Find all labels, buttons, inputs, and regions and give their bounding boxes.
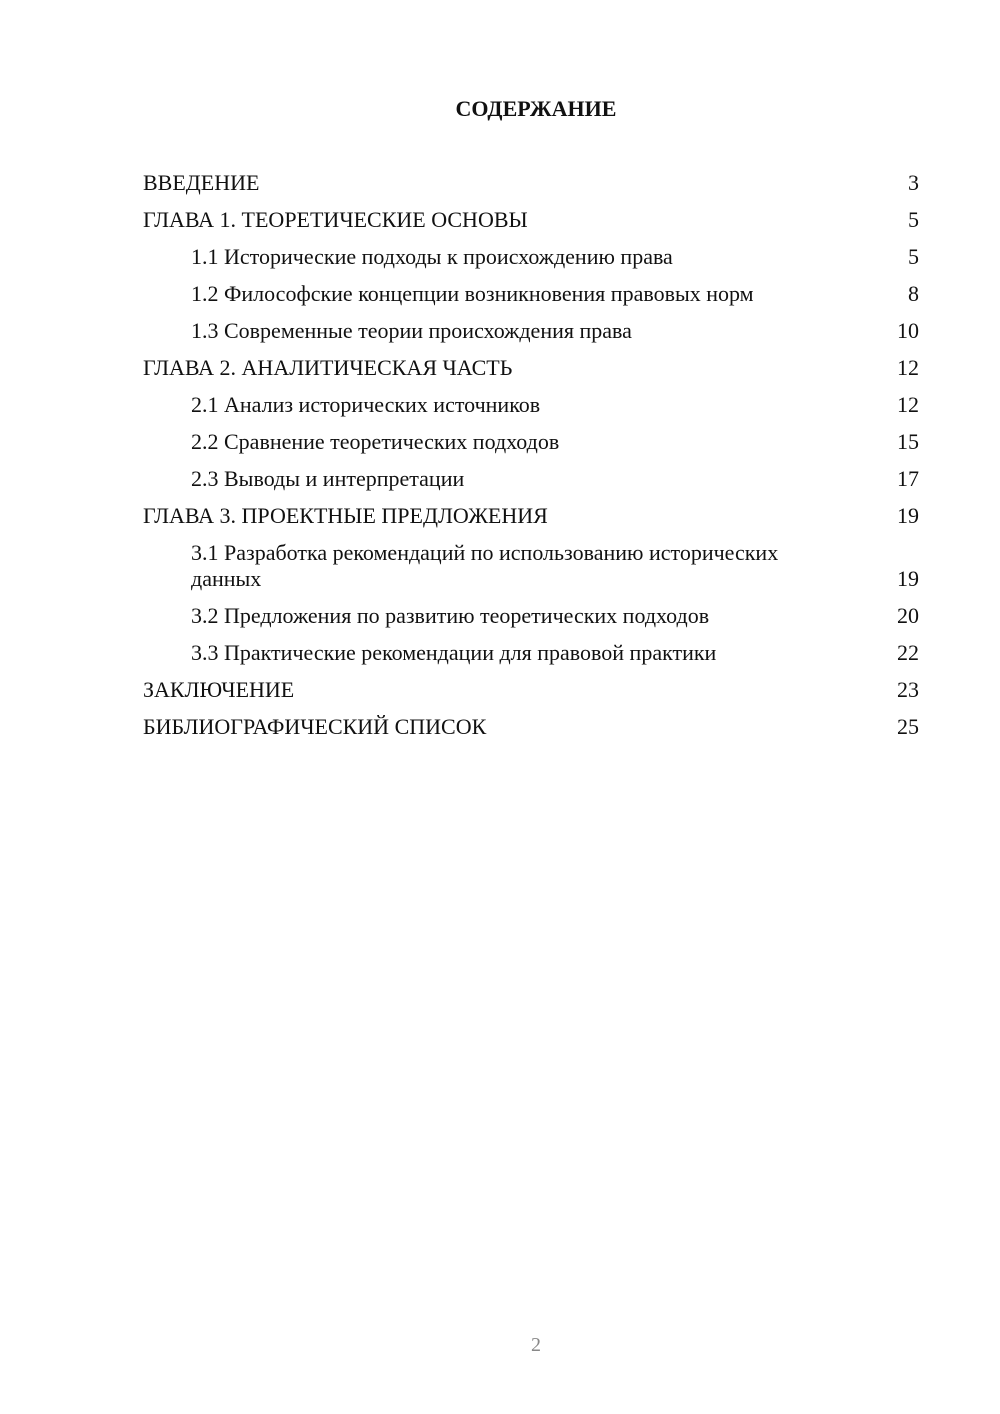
toc-entry[interactable] bbox=[143, 170, 919, 196]
toc-entry[interactable] bbox=[143, 714, 919, 740]
toc-entry-title: 1.2 Философские концепции возникновения правовых норм bbox=[191, 281, 754, 306]
toc-entry-title: 2.2 Сравнение теоретических подходов bbox=[191, 429, 560, 454]
toc-entry-title: 3.3 Практические рекомендации для правовой практики bbox=[191, 640, 717, 665]
toc-entry[interactable] bbox=[143, 466, 919, 492]
toc-entry[interactable] bbox=[143, 429, 919, 455]
toc-entry-page: 5 bbox=[908, 244, 919, 269]
toc-entry-page: 20 bbox=[897, 603, 919, 628]
toc-entry-title: 2.1 Анализ исторических источников bbox=[191, 392, 541, 417]
toc-entry-title: 1.1 Исторические подходы к происхождению права bbox=[191, 244, 673, 269]
toc-entry[interactable] bbox=[143, 207, 919, 233]
toc-entry[interactable] bbox=[143, 603, 919, 629]
toc-entry-page: 19 bbox=[897, 566, 919, 591]
toc-entry-page: 17 bbox=[897, 466, 919, 491]
toc-entry-page: 12 bbox=[897, 355, 919, 380]
toc-entry-title: 3.1 Разработка рекомендаций по использованию исторических данных bbox=[191, 540, 779, 591]
toc-entry[interactable] bbox=[143, 281, 919, 307]
toc-entry-title: ВВЕДЕНИЕ bbox=[143, 170, 260, 195]
toc-entry-page: 8 bbox=[908, 281, 919, 306]
toc-title: СОДЕРЖАНИЕ bbox=[455, 96, 617, 121]
toc-entry-title: ГЛАВА 2. АНАЛИТИЧЕСКАЯ ЧАСТЬ bbox=[143, 355, 513, 380]
toc-entry-title: 2.3 Выводы и интерпретации bbox=[191, 466, 465, 491]
toc-entry-page: 22 bbox=[897, 640, 919, 665]
toc-entry-page: 25 bbox=[897, 714, 919, 739]
toc-entry-page: 19 bbox=[897, 503, 919, 528]
page-number: 2 bbox=[531, 1334, 541, 1356]
toc-entry[interactable] bbox=[143, 677, 919, 703]
toc-entry-page: 3 bbox=[908, 170, 919, 195]
toc-entry-title: 3.2 Предложения по развитию теоретических подходов bbox=[191, 603, 710, 628]
toc-entry-title: ГЛАВА 1. ТЕОРЕТИЧЕСКИЕ ОСНОВЫ bbox=[143, 207, 528, 232]
toc-entry[interactable] bbox=[143, 318, 919, 344]
toc-entry-page: 12 bbox=[897, 392, 919, 417]
toc-entry-page: 10 bbox=[897, 318, 919, 343]
toc-entry[interactable] bbox=[143, 540, 919, 592]
toc-entry-title: ГЛАВА 3. ПРОЕКТНЫЕ ПРЕДЛОЖЕНИЯ bbox=[143, 503, 548, 528]
toc-entry[interactable] bbox=[143, 640, 919, 666]
toc-entry-page: 23 bbox=[897, 677, 919, 702]
toc-entry[interactable] bbox=[143, 244, 919, 270]
toc-entry[interactable] bbox=[143, 355, 919, 381]
toc-entry[interactable] bbox=[143, 392, 919, 418]
toc-entry-page: 15 bbox=[897, 429, 919, 454]
table-of-contents bbox=[143, 170, 919, 751]
toc-entry-title: ЗАКЛЮЧЕНИЕ bbox=[143, 677, 295, 702]
toc-entry-page: 5 bbox=[908, 207, 919, 232]
toc-entry[interactable] bbox=[143, 503, 919, 529]
toc-entry-title: БИБЛИОГРАФИЧЕСКИЙ СПИСОК bbox=[143, 714, 487, 739]
toc-entry-title: 1.3 Современные теории происхождения права bbox=[191, 318, 632, 343]
